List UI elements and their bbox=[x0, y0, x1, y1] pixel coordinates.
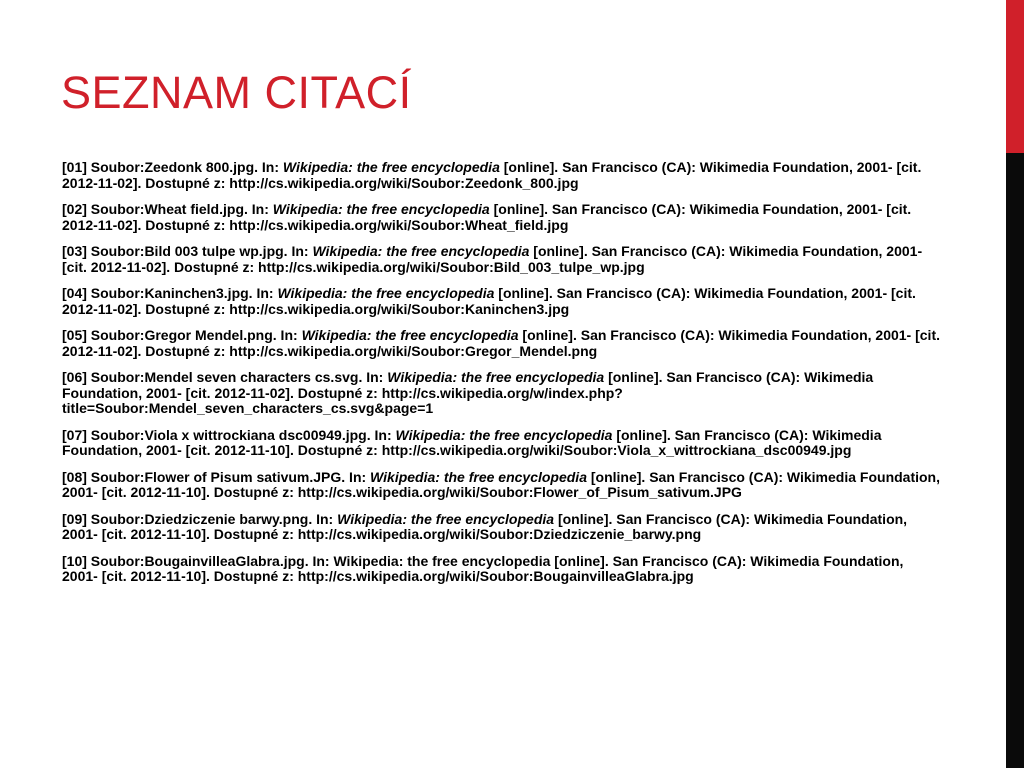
citation-item-07 bbox=[62, 428, 942, 459]
citation-item-04 bbox=[62, 286, 942, 317]
citation-source: [08] Soubor:Flower of Pisum sativum.JPG. In: bbox=[62, 468, 371, 485]
citation-text: [10] Soubor:BougainvilleaGlabra.jpg. In: Wikipedia: the free encyclopedia [online]. San Francisco (CA): Wikimedia Foundation, 2001- [cit. 2012-11-10]. Dostupné z: http://cs.wikipedia.org/wiki/Soubor:BougainvilleaGlabra.jpg bbox=[62, 552, 904, 584]
citation-source: [06] Soubor:Mendel seven characters cs.svg. In: bbox=[62, 369, 388, 385]
citation-work-title: Wikipedia: the free encyclopedia bbox=[282, 159, 500, 175]
citation-source: [04] Soubor:Kaninchen3.jpg. In: bbox=[62, 285, 278, 301]
citation-item-08 bbox=[62, 470, 942, 501]
citation-work-title: Wikipedia: the free encyclopedia bbox=[312, 243, 530, 259]
citation-work-title: Wikipedia: the free encyclopedia bbox=[272, 201, 490, 217]
citation-source: [02] Soubor:Wheat field.jpg. In: bbox=[62, 201, 273, 217]
slide-title: SEZNAM CITACÍ bbox=[61, 67, 412, 118]
citation-item-05 bbox=[62, 328, 942, 359]
accent-bar-red bbox=[1006, 0, 1024, 153]
citation-source: [01] Soubor:Zeedonk 800.jpg. In: bbox=[62, 159, 283, 175]
citation-work-title: Wikipedia: the free encyclopedia bbox=[277, 285, 495, 301]
citation-source: [05] Soubor:Gregor Mendel.png. In: bbox=[62, 327, 302, 343]
citation-item-09 bbox=[62, 512, 942, 543]
citation-item-10 bbox=[62, 554, 942, 585]
citation-details: [online]. San Francisco (CA): Wikimedia Foundation, 2001- [cit. 2012-11-02]. Dostupné z: http://cs.wikipedia.org/w/index.php?title=Soubor:Mendel_seven_characters_cs.svg&page=1 bbox=[62, 369, 874, 416]
citation-details: [online]. San Francisco (CA): Wikimedia Foundation, 2001- [cit. 2012-11-02]. Dostupné z: http://cs.wikipedia.org/wiki/Soubor:Zeedonk_800.jpg bbox=[62, 159, 922, 191]
citation-details: [online]. San Francisco (CA): Wikimedia Foundation, 2001- [cit. 2012-11-02]. Dostupné z: http://cs.wikipedia.org/wiki/Soubor:Kaninchen3.jpg bbox=[62, 285, 916, 317]
citation-work-title: Wikipedia: the free encyclopedia bbox=[387, 369, 605, 385]
citation-details: [online]. San Francisco (CA): Wikimedia Foundation, 2001- [cit. 2012-11-02]. Dostupné z: http://cs.wikipedia.org/wiki/Soubor:Gregor_Mendel.png bbox=[62, 327, 940, 359]
citation-source: [09] Soubor:Dziedziczenie barwy.png. In: bbox=[62, 510, 338, 527]
citation-details: [online]. San Francisco (CA): Wikimedia Foundation, 2001- [cit. 2012-11-02]. Dostupné z: http://cs.wikipedia.org/wiki/Soubor:Bild_003_tulpe_wp.jpg bbox=[62, 243, 923, 275]
citation-work-title: Wikipedia: the free encyclopedia bbox=[370, 468, 587, 485]
citation-details: [online]. San Francisco (CA): Wikimedia Foundation, 2001- [cit. 2012-11-10]. Dostupné z: http://cs.wikipedia.org/wiki/Soubor:Dziedziczenie_barwy.png bbox=[62, 510, 908, 542]
accent-bar-dark bbox=[1006, 153, 1024, 768]
citation-details: [online]. San Francisco (CA): Wikimedia Foundation, 2001- [cit. 2012-11-10]. Dostupné z: http://cs.wikipedia.org/wiki/Soubor:Viola_x_wittrockiana_dsc00949.jpg bbox=[62, 426, 882, 458]
citation-details: [online]. San Francisco (CA): Wikimedia Foundation, 2001- [cit. 2012-11-02]. Dostupné z: http://cs.wikipedia.org/wiki/Soubor:Wheat_field.jpg bbox=[62, 201, 912, 233]
citation-work-title: Wikipedia: the free encyclopedia bbox=[301, 327, 519, 343]
citation-list bbox=[62, 160, 942, 596]
citation-item-01 bbox=[62, 160, 942, 191]
citation-source: [03] Soubor:Bild 003 tulpe wp.jpg. In: bbox=[62, 243, 313, 259]
citation-source: [07] Soubor:Viola x wittrockiana dsc00949.jpg. In: bbox=[62, 426, 396, 443]
citation-work-title: Wikipedia: the free encyclopedia bbox=[337, 510, 555, 527]
citation-details: [online]. San Francisco (CA): Wikimedia Foundation, 2001- [cit. 2012-11-10]. Dostupné z: http://cs.wikipedia.org/wiki/Soubor:Flower_of_Pisum_sativum.JPG bbox=[62, 468, 941, 500]
citation-item-03 bbox=[62, 244, 942, 275]
citation-work-title: Wikipedia: the free encyclopedia bbox=[395, 426, 613, 443]
citation-item-06 bbox=[62, 370, 942, 417]
citation-item-02 bbox=[62, 202, 942, 233]
